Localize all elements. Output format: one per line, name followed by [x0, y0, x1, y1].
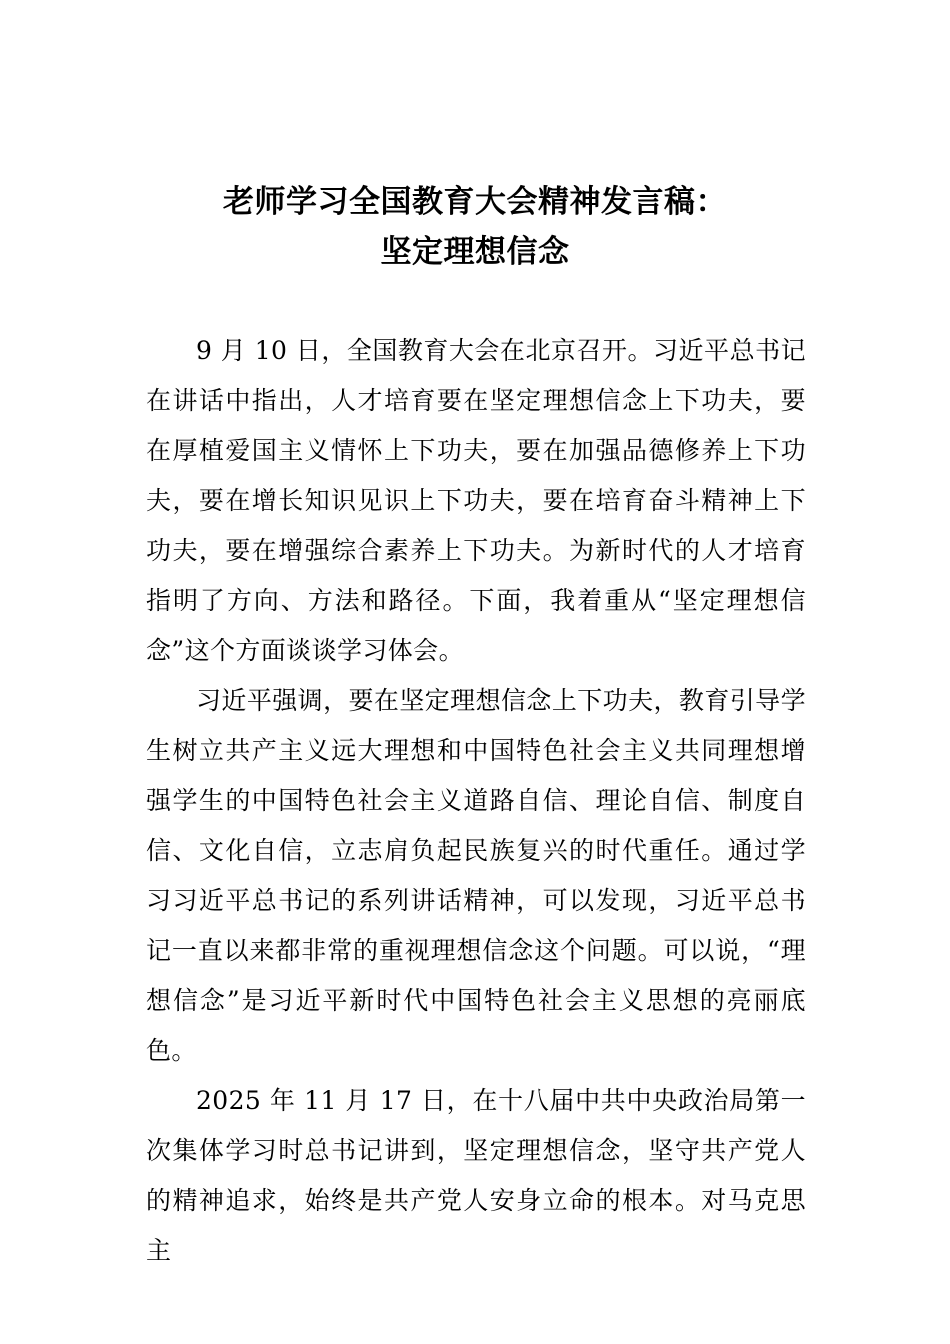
paragraph-3: 2025 年 11 月 17 日，在十八届中共中央政治局第一次集体学习时总书记讲到，坚定理想信念，坚守共产党人的精神追求，始终是共产党人安身立命的根本。对马克思主: [146, 1086, 806, 1265]
paragraph-2: 习近平强调，要在坚定理想信念上下功夫，教育引导学生树立共产主义远大理想和中国特色社会主义共同理想增强学生的中国特色社会主义道路自信、理论自信、制度自信、文化自信，立志肩负起民族复兴的时代重任。通过学习习近平总书记的系列讲话精神，可以发现，习近平总书记一直以来都非常的重视理想信念这个问题。可以说，“理想信念”是习近平新时代中国特色社会主义思想的亮丽底色。: [146, 686, 806, 1065]
document-body: [146, 326, 806, 1276]
document-title-line-2: 坚定理想信念: [380, 234, 570, 270]
document-title-line-1: 老师学习全国教育大会精神发言稿：: [223, 184, 727, 220]
paragraph-1: 9 月 10 日，全国教育大会在北京召开。习近平总书记在讲话中指出，人才培育要在坚定理想信念上下功夫，要在厚植爱国主义情怀上下功夫，要在加强品德修养上下功夫，要在增长知识见识上下功夫，要在培育奋斗精神上下功夫，要在增强综合素养上下功夫。为新时代的人才培育指明了方向、方法和路径。下面，我着重从“坚定理想信念”这个方面谈谈学习体会。: [146, 336, 806, 665]
